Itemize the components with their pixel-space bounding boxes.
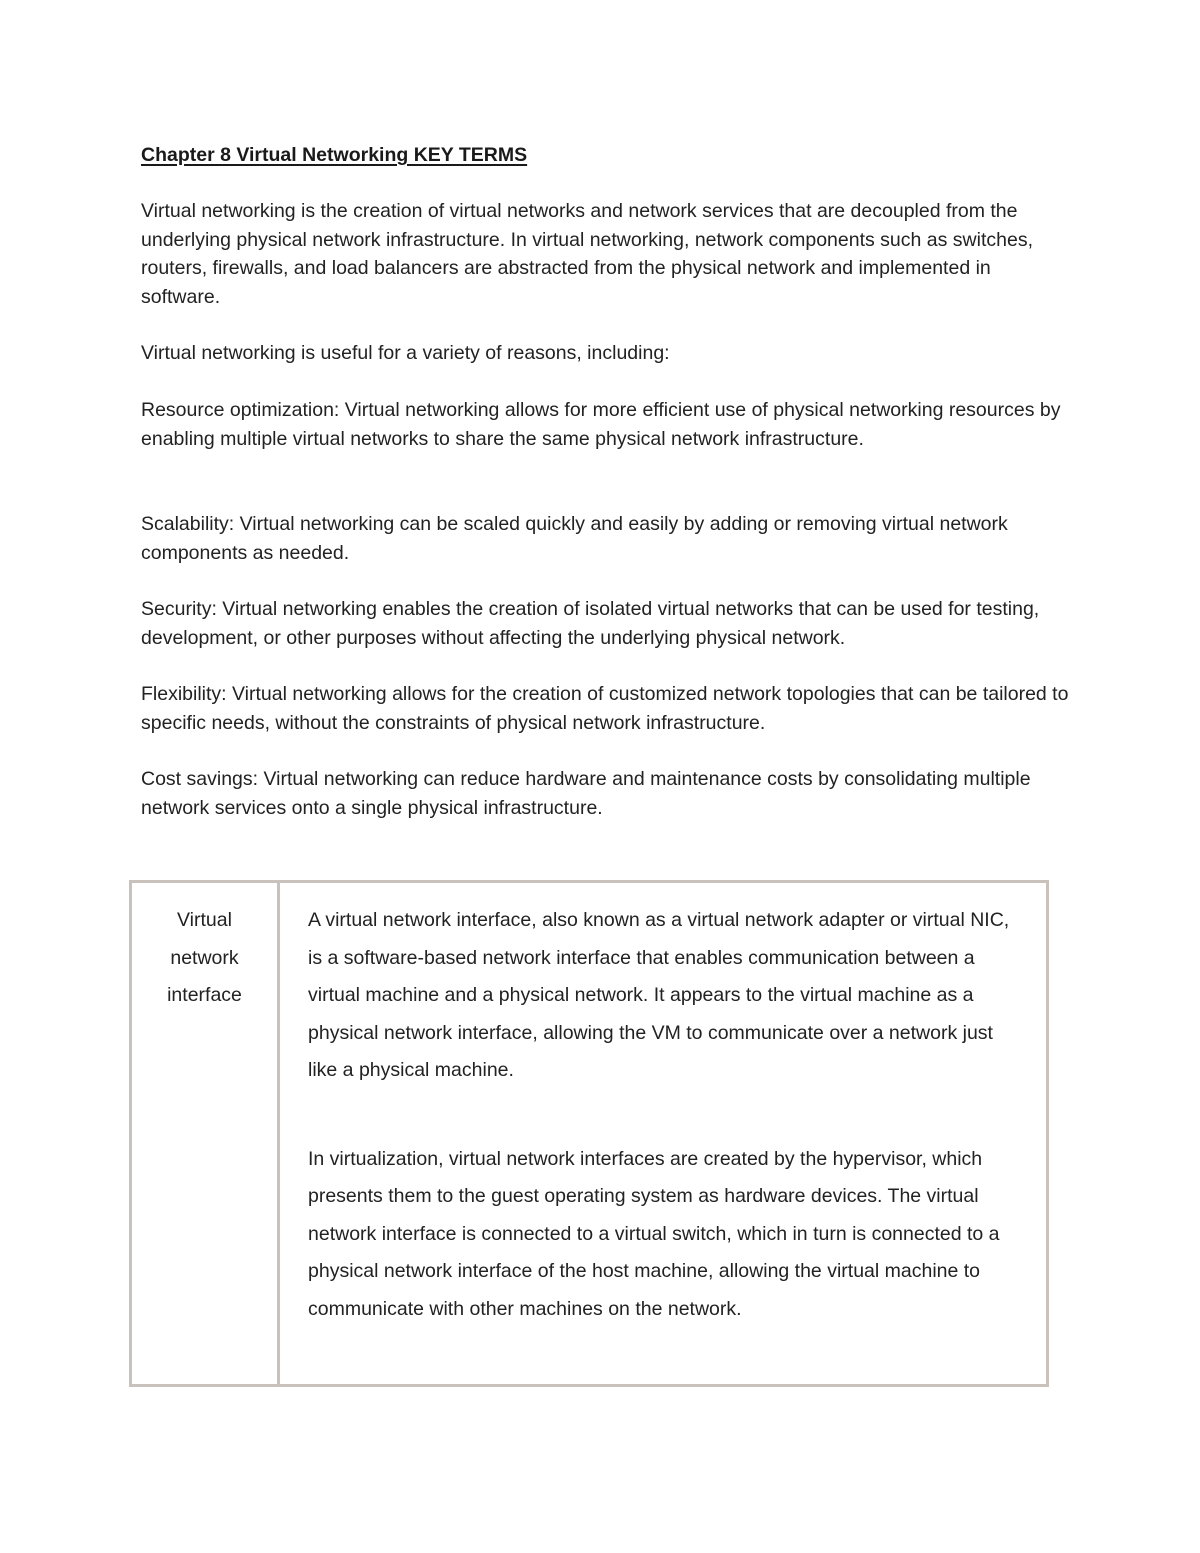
definition-paragraph: A virtual network interface, also known as a virtual network adapter or virtual NIC, is a software-based network interface that enables communication between a virtual machine and a physical network. It appears to the virtual machine as a physical network interface, allowing the VM to communicate over a network just like a physical machine. (308, 909, 1010, 1081)
scalability-paragraph: Scalability: Virtual networking can be scaled quickly and easily by adding or removing virtual network components as needed. (141, 513, 1008, 564)
definition-paragraph: In virtualization, virtual network interfaces are created by the hypervisor, which presents them to the guest operating system as hardware devices. The virtual network interface is connected to a virtual switch, which in turn is connected to a physical network interface of the host machine, allowing the virtual machine to communicate with other machines on the network. (308, 1147, 1000, 1320)
term-cell (132, 883, 280, 1384)
chapter-heading: Chapter 8 Virtual Networking KEY TERMS (141, 144, 528, 166)
key-terms-table (129, 880, 1049, 1387)
reasons-intro-paragraph: Virtual networking is useful for a variety of reasons, including: (141, 342, 670, 364)
term-label: Virtual network interface (167, 909, 242, 1006)
security-paragraph: Security: Virtual networking enables the creation of isolated virtual networks that can be used for testing, development, or other purposes without affecting the underlying physical network. (141, 598, 1040, 649)
intro-paragraph: Virtual networking is the creation of virtual networks and network services that are decoupled from the underlying physical network infrastructure. In virtual networking, network components such as switches, routers, firewalls, and load balancers are abstracted from the physical network and implemented in software. (141, 200, 1033, 308)
resource-optimization-paragraph: Resource optimization: Virtual networking allows for more efficient use of physical networking resources by enabling multiple virtual networks to share the same physical network infrastructure. (141, 399, 1061, 450)
cost-savings-paragraph: Cost savings: Virtual networking can reduce hardware and maintenance costs by consolidating multiple network services onto a single physical infrastructure. (141, 768, 1031, 819)
flexibility-paragraph: Flexibility: Virtual networking allows for the creation of customized network topologies that can be tailored to specific needs, without the constraints of physical network infrastructure. (141, 683, 1069, 734)
definition-cell (280, 883, 1046, 1384)
